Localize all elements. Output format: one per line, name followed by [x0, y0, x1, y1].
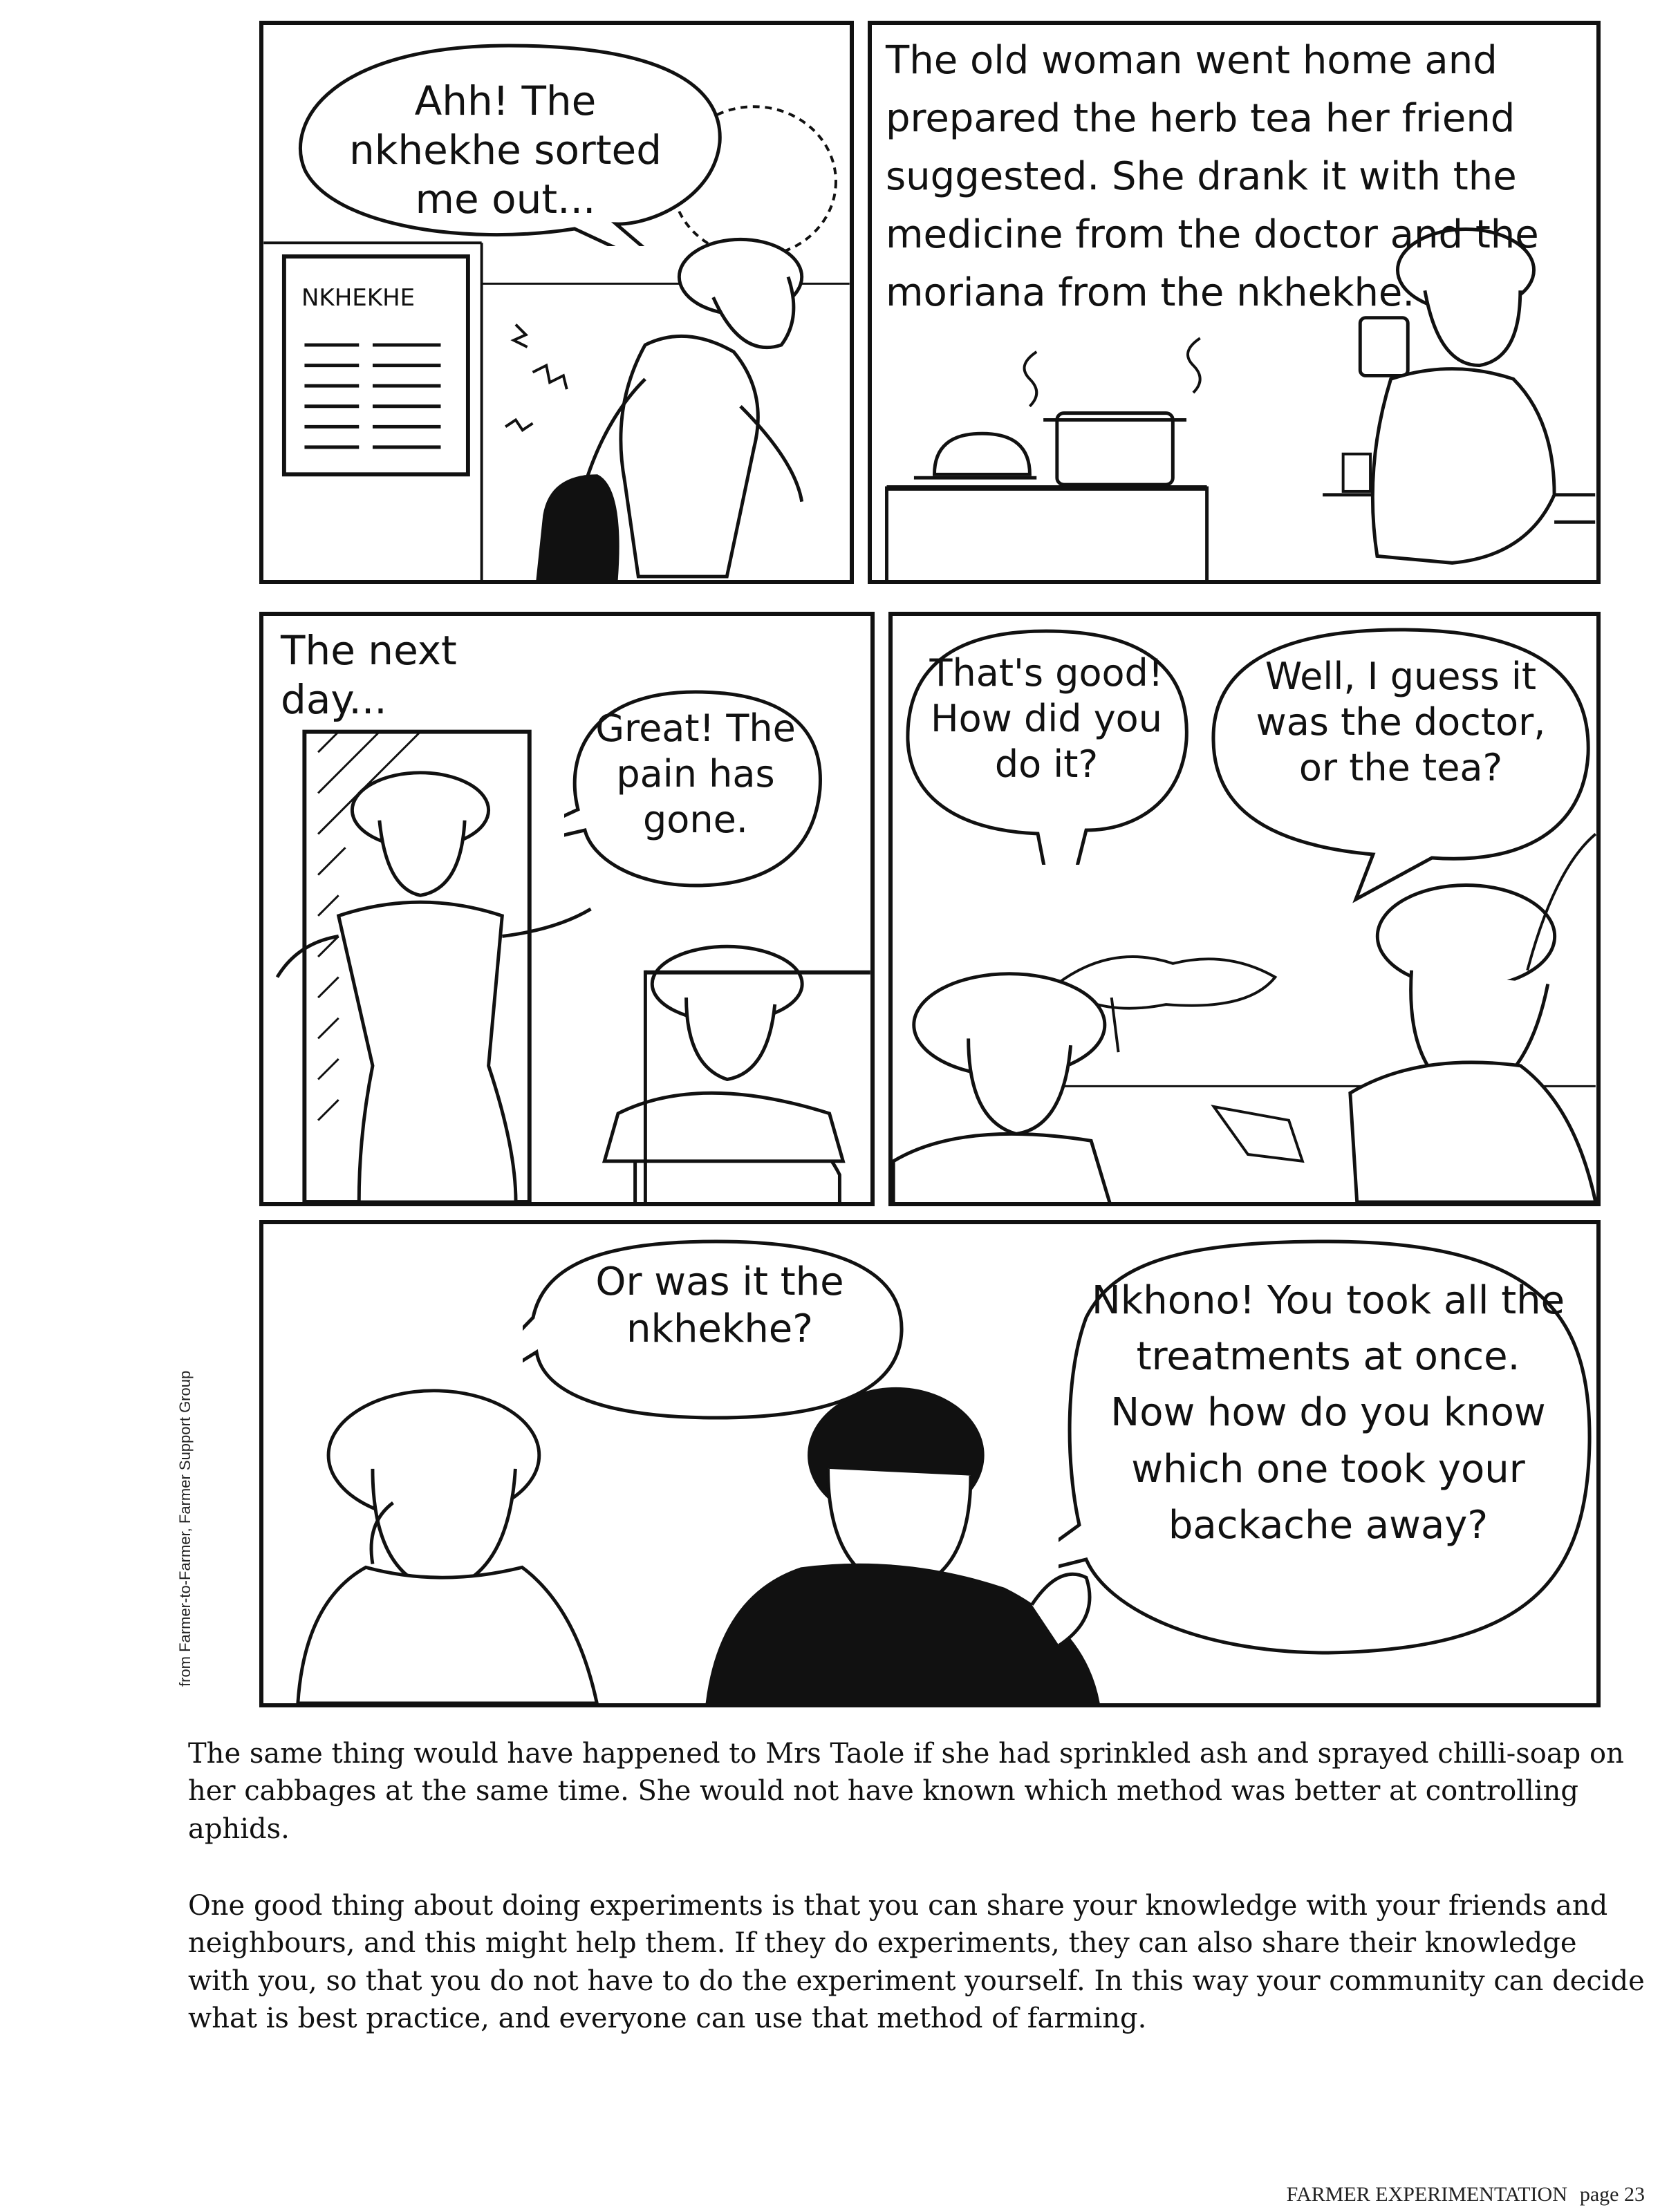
image-credit: from Farmer-to-Farmer, Farmer Support Group	[176, 1370, 194, 1687]
speech-text: Well, I guess it was the doctor, or the tea?	[1256, 655, 1546, 789]
speech-text: That's good! How did you do it?	[929, 651, 1164, 786]
speech-bubble-nkhono	[1059, 1235, 1598, 1663]
speech-text: Nkhono! You took all the treatments at once. Now how do you know which one took your backache away?	[1091, 1278, 1565, 1548]
footer-page-number: page 23	[1579, 2183, 1645, 2206]
speech-bubble-doctor-or-tea	[1204, 623, 1598, 913]
panel-3-caption: The next day...	[281, 627, 457, 723]
footer-section-title: FARMER EXPERIMENTATION	[1286, 2183, 1567, 2206]
paragraph-2: One good thing about doing experiments is that you can share your knowledge with your friends and neighbours, and this might help them. If they do experiments, they can also share their knowledge with you, so that you do not have to do the experiment yourself. In this way your community can decide what is best practice, and everyone can use that method of farming.	[188, 1890, 1645, 2035]
comic-panel-2	[868, 21, 1601, 584]
comic-panel-4	[888, 612, 1601, 1206]
panel-2-caption: The old woman went home and prepared the herb tea her friend suggested. She drank it with the medicine from the doctor and the moriana from the nkhekhe.	[886, 38, 1539, 315]
speech-text: Great! The pain has gone.	[595, 706, 796, 841]
speech-bubble-nkhekhe-sorted	[291, 39, 727, 246]
speech-bubble-pain-gone	[564, 685, 827, 892]
page-footer	[1287, 2183, 1645, 2206]
comic-panel-3	[259, 612, 875, 1206]
nkhekhe-sign-label: NKHEKHE	[301, 284, 416, 312]
speech-text: Or was it the nkhekhe?	[595, 1259, 844, 1352]
speech-bubble-thats-good	[899, 623, 1193, 865]
comic-panel-1	[259, 21, 854, 584]
speech-bubble-or-was-it	[523, 1235, 910, 1428]
paragraph-1: The same thing would have happened to Mrs Taole if she had sprinkled ash and sprayed chilli-soap on her cabbages at the same time. She would not have known which method was better at controlling aphids.	[188, 1738, 1624, 1845]
comic-panel-5	[259, 1220, 1601, 1707]
speech-text: Ahh! The nkhekhe sorted me out...	[348, 77, 662, 223]
